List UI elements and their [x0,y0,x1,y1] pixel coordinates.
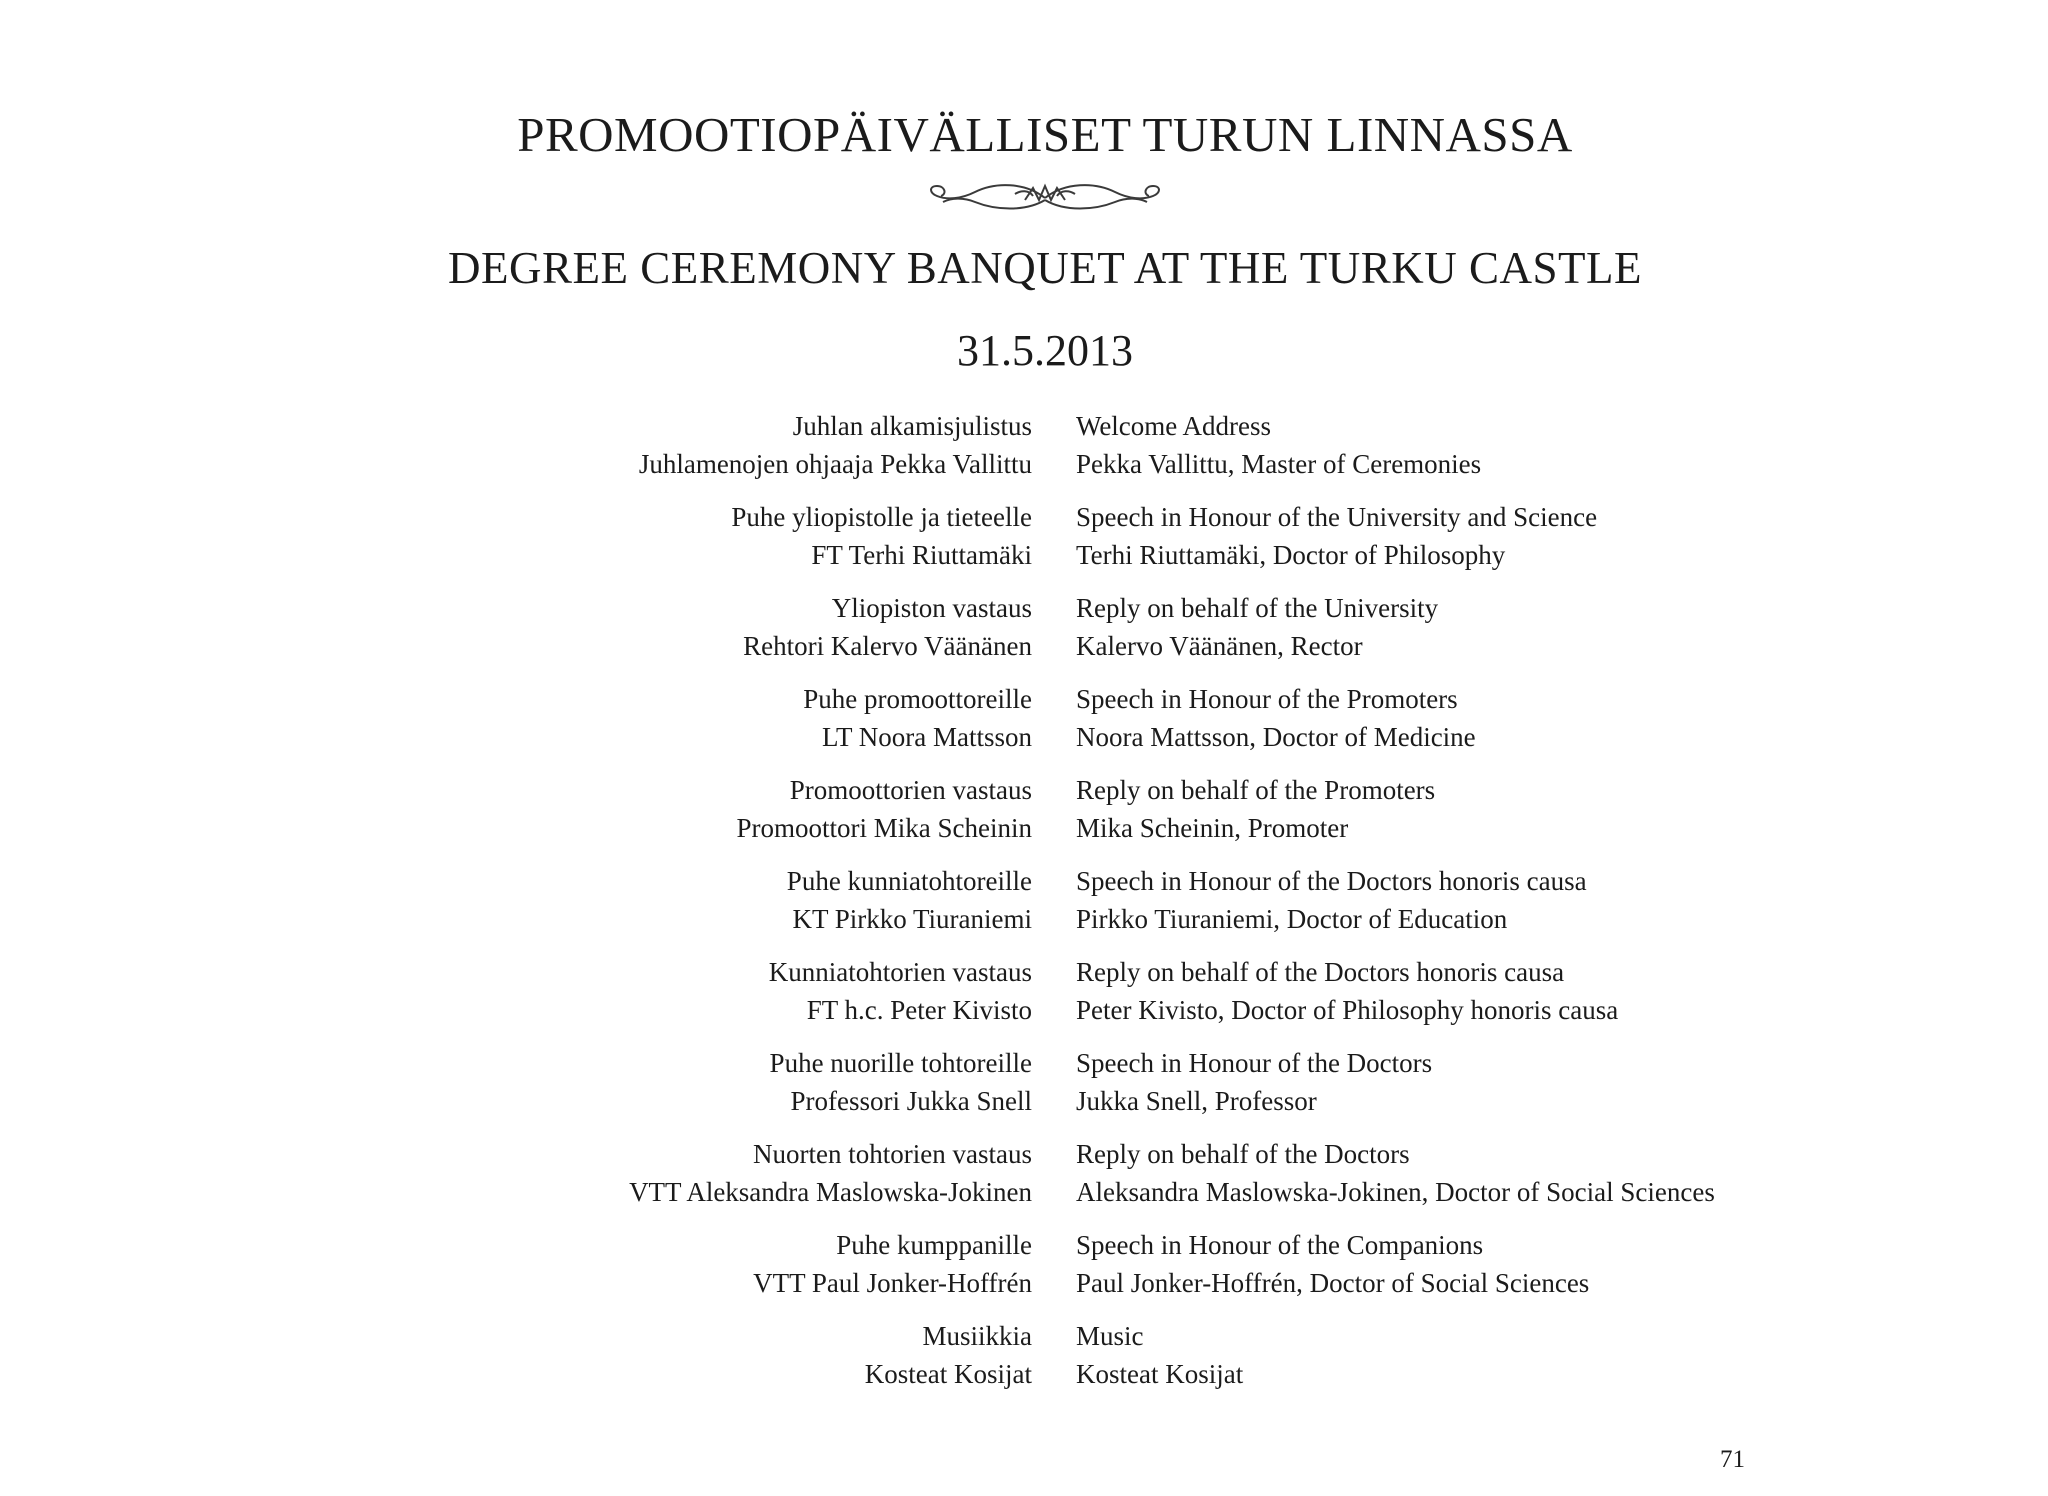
program-item [0,680,2048,771]
page-number: 71 [1720,1446,1745,1473]
program-item-title-fi: Kunniatohtorien vastaus [768,957,1032,987]
program-item-person-fi: Rehtori Kalervo Väänänen [743,631,1032,661]
program-item-person-fi: FT Terhi Riuttamäki [811,540,1032,570]
program-item-person-en: Terhi Riuttamäki, Doctor of Philosophy [1076,540,1506,570]
program-item-person-fi: KT Pirkko Tiuraniemi [792,904,1032,934]
page-title-english: DEGREE CEREMONY BANQUET AT THE TURKU CASTLE [447,243,1643,293]
program-item-title-fi: Puhe kumppanille [836,1230,1032,1260]
program-item-person-en: Paul Jonker-Hoffrén, Doctor of Social Sciences [1076,1268,1590,1298]
program-item-person-en: Mika Scheinin, Promoter [1076,813,1349,843]
program-item-title-fi: Puhe yliopistolle ja tieteelle [731,502,1032,532]
event-date: 31.5.2013 [957,326,1133,375]
program-item-title-en: Speech in Honour of the Doctors [1076,1048,1433,1078]
program-item [0,1226,2048,1317]
program-item-person-fi: FT h.c. Peter Kivisto [806,995,1032,1025]
program-item [0,771,2048,862]
page-title-finnish: PROMOOTIOPÄIVÄLLISET TURUN LINNASSA [517,107,1573,162]
program-item-title-en: Speech in Honour of the Companions [1076,1230,1484,1260]
program-item-title-fi: Puhe nuorille tohtoreille [769,1048,1032,1078]
program-item-person-fi: VTT Paul Jonker-Hoffrén [753,1268,1032,1298]
program-item-title-en: Speech in Honour of the Doctors honoris causa [1076,866,1587,896]
program-item [0,1317,2048,1408]
program-item-title-fi: Yliopiston vastaus [831,593,1032,623]
program-item-person-en: Pirkko Tiuraniemi, Doctor of Education [1076,904,1508,934]
program-item [0,498,2048,589]
program-item [0,407,2048,498]
program-item-title-en: Reply on behalf of the University [1076,593,1439,623]
program-list [0,407,2048,1408]
program-item-person-fi: LT Noora Mattsson [821,722,1032,752]
program-item-title-fi: Puhe promoottoreille [803,684,1032,714]
program-item-title-fi: Promoottorien vastaus [789,775,1032,805]
program-item-person-fi: Juhlamenojen ohjaaja Pekka Vallittu [638,449,1032,479]
program-item-title-fi: Puhe kunniatohtoreille [786,866,1032,896]
program-item-title-en: Reply on behalf of the Promoters [1076,775,1436,805]
program-item [0,1135,2048,1226]
program-item-person-fi: Kosteat Kosijat [864,1359,1032,1389]
flourish-divider-icon [925,178,1165,218]
program-item [0,862,2048,953]
program-item-person-en: Kalervo Väänänen, Rector [1076,631,1363,661]
program-item-person-fi: Professori Jukka Snell [790,1086,1032,1116]
program-item-title-fi: Nuorten tohtorien vastaus [753,1139,1032,1169]
program-item-person-en: Jukka Snell, Professor [1076,1086,1317,1116]
program-item [0,589,2048,680]
program-item [0,1044,2048,1135]
program-item-title-en: Music [1076,1321,1144,1351]
program-item-title-en: Welcome Address [1076,411,1272,441]
program-item-title-en: Reply on behalf of the Doctors honoris causa [1076,957,1565,987]
program-item-title-en: Reply on behalf of the Doctors [1076,1139,1410,1169]
program-item-person-fi: VTT Aleksandra Maslowska-Jokinen [629,1177,1032,1207]
program-item-person-fi: Promoottori Mika Scheinin [736,813,1032,843]
program-item [0,953,2048,1044]
program-item-person-en: Noora Mattsson, Doctor of Medicine [1076,722,1476,752]
program-item-person-en: Aleksandra Maslowska-Jokinen, Doctor of Social Sciences [1076,1177,1715,1207]
program-item-title-fi: Musiikkia [922,1321,1032,1351]
program-item-title-en: Speech in Honour of the Promoters [1076,684,1458,714]
program-item-person-en: Kosteat Kosijat [1076,1359,1244,1389]
program-item-person-en: Pekka Vallittu, Master of Ceremonies [1076,449,1482,479]
program-item-title-fi: Juhlan alkamisjulistus [792,411,1032,441]
program-item-title-en: Speech in Honour of the University and Science [1076,502,1598,532]
program-item-person-en: Peter Kivisto, Doctor of Philosophy honoris causa [1076,995,1619,1025]
